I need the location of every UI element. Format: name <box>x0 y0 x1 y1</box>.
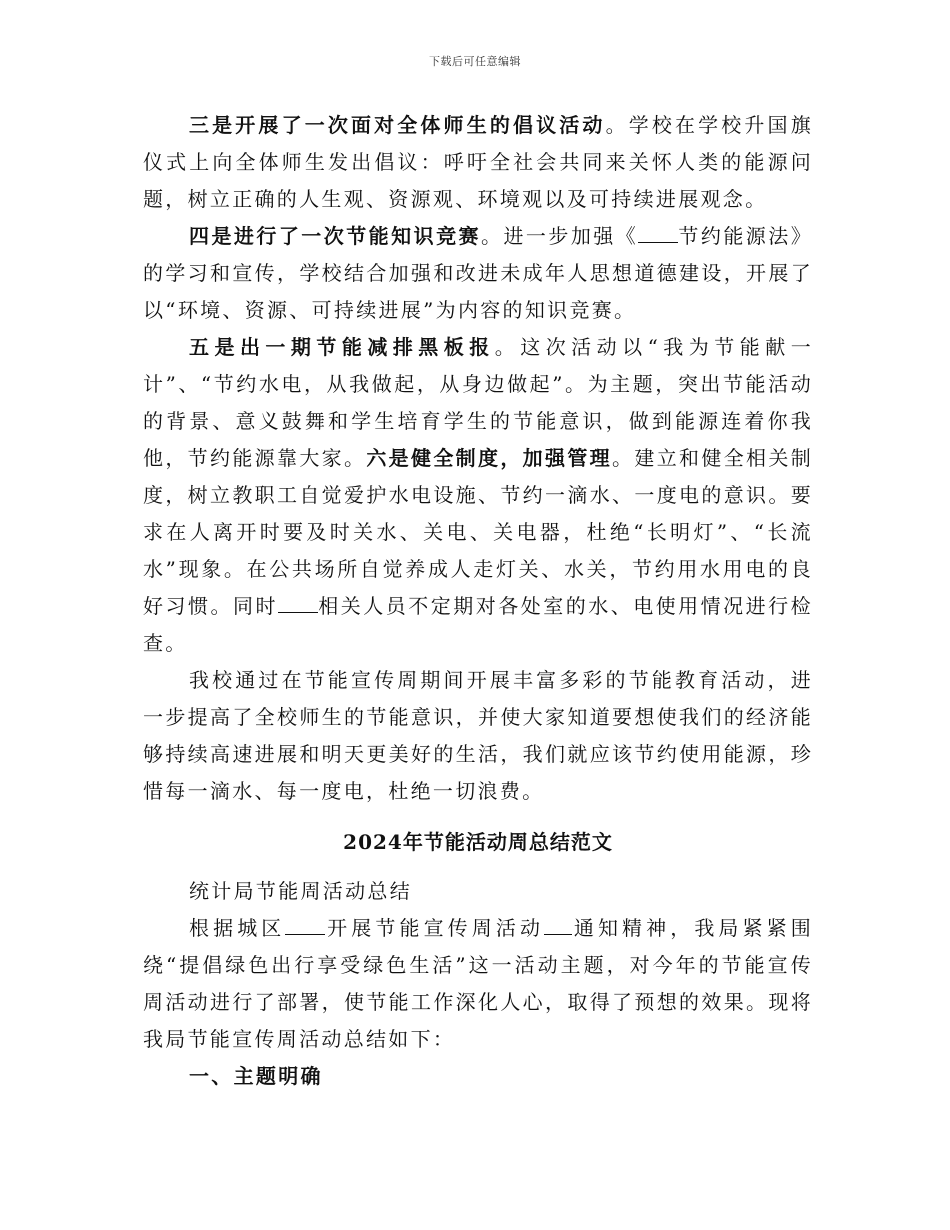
paragraph-text: 。进一步加强《 <box>481 224 639 248</box>
paragraph-lead: 三是开展了一次面对全体师生的倡议活动 <box>189 113 606 137</box>
paragraph-lead: 六是健全制度，加强管理 <box>366 446 613 470</box>
blank-underline <box>278 596 318 613</box>
page-header: 下载后可任意编辑 <box>429 55 521 68</box>
paragraph-text: 相关人员不定期对各处室的水、电使用情况进行检查。 <box>143 594 813 655</box>
document-body <box>143 107 813 1095</box>
paragraph-initiative <box>143 107 813 218</box>
paragraph-text: 通知精神，我局紧紧围绕“提倡绿色出行享受绿色生活”这一活动主题，对今年的节能宣传周活动进行了部署，使节能工作深化人心，取得了预想的效果。现将我局节能宣传周活动总结如下： <box>143 916 814 1051</box>
paragraph-text: 开展节能宣传周活动 <box>325 916 545 940</box>
blank-underline <box>544 918 572 935</box>
paragraph-conclusion: 我校通过在节能宣传周期间开展丰富多彩的节能教育活动，进一步提高了全校师生的节能意识，并使大家知道要想使我们的经济能够持续高速进展和明天更美好的生活，我们就应该节约使用能源，珍惜每一滴水、每一度电，杜绝一切浪费。 <box>143 668 813 803</box>
paragraph-text: 。学校在学校升国旗仪式上向全体师生发出倡议：呼吁全社会共同来关怀人类的能源问题，树立正确的人生观、资源观、环境观以及可持续进展观念。 <box>143 113 813 211</box>
section-paragraph <box>143 910 813 1058</box>
blank-underline <box>638 226 678 243</box>
paragraph-blackboard <box>143 329 813 662</box>
section-title: 2024年节能活动周总结范文 <box>343 830 613 854</box>
paragraph-quiz <box>143 218 813 329</box>
paragraph-text: 节约能源法》的学习和宣传，学校结合加强和改进未成年人思想道德建设，开展了以“环境、资源、可持续进展”为内容的知识竞赛。 <box>143 224 813 322</box>
section-subtitle: 统计局节能周活动总结 <box>189 879 412 903</box>
paragraph-text: 根据城区 <box>189 916 286 940</box>
paragraph-lead: 四是进行了一次节能知识竞赛 <box>189 224 481 248</box>
paragraph-text: 。这次活动以“我为节能献一计”、“节约水电，从我做起，从身边做起”。为主题，突出节能活动的背景、意义鼓舞和学生培育学生的节能意识，做到能源连着你我他，节约能源靠大家。 <box>143 335 813 470</box>
paragraph-lead: 五是出一期节能减排黑板报 <box>189 335 495 359</box>
blank-underline <box>285 918 325 935</box>
paragraph-text: 。建立和健全相关制度，树立教职工自觉爱护水电设施、节约一滴水、一度电的意识。要求在人离开时要及时关水、关电、关电器，杜绝“长明灯”、“长流水”现象。在公共场所自觉养成人走灯关、水关，节约用水用电的良好习惯。同时 <box>143 446 814 618</box>
section-heading: 一、主题明确 <box>189 1064 323 1088</box>
